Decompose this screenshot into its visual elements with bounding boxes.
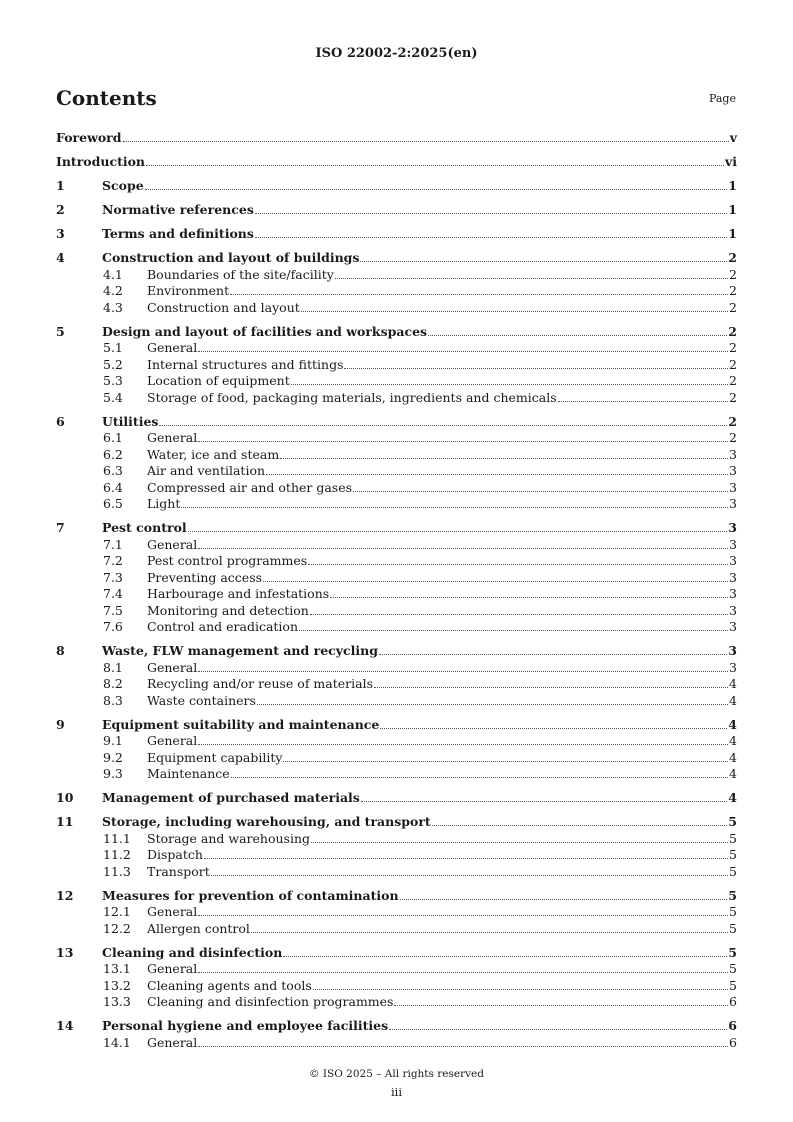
toc-entry-page: 5 [729,920,737,936]
toc-entry[interactable] [56,830,737,846]
toc-entry-title[interactable]: Equipment capability [147,749,283,765]
dot-leader [198,1045,728,1047]
toc-entry[interactable] [56,225,737,241]
toc-entry-title[interactable]: Storage and warehousing [147,830,311,846]
toc-entry-page: 3 [729,463,737,478]
toc-entry-number: 4.2 [103,283,123,298]
dot-leader [353,490,728,492]
toc-entry[interactable] [56,659,737,675]
toc-entry[interactable] [56,249,737,265]
toc-entry-page: 3 [729,659,737,675]
toc-entry-page: vi [724,154,737,169]
toc-entry-number: 6.1 [103,430,123,445]
toc-entry-page: 1 [728,202,737,217]
toc-entry[interactable] [56,887,737,903]
dot-leader [308,563,728,565]
toc-entry[interactable] [56,462,737,478]
toc-entry[interactable] [56,813,737,829]
toc-entry-page: 5 [729,847,737,862]
dot-leader [204,857,728,859]
copyright-notice: © ISO 2025 – All rights reserved [309,1068,484,1080]
dot-leader [283,955,727,957]
toc-entry[interactable] [56,356,737,372]
toc-entry-title[interactable]: Dispatch [147,847,203,862]
toc-entry-number: 6.4 [103,479,123,495]
toc-entry-title[interactable]: Measures for prevention of contamination [102,887,399,903]
toc-entry[interactable] [56,266,737,282]
toc-entry-page: 2 [729,373,737,388]
dot-leader [394,1004,728,1006]
dot-leader [188,530,728,532]
toc-entry[interactable] [56,903,737,919]
contents-heading: Contents [56,86,157,110]
dot-leader [283,760,728,762]
toc-entry-page: 5 [729,961,737,976]
toc-entry-number: 8 [56,643,65,658]
toc-entry-title[interactable]: Management of purchased materials [102,790,360,805]
toc-entry-number: 2 [56,202,65,217]
toc-entry-page: 2 [729,299,737,315]
toc-entry-title[interactable]: Allergen control [147,920,250,936]
toc-entry[interactable] [56,413,737,429]
toc-entry-number: 12.1 [103,904,131,919]
toc-entry-number: 4.3 [103,299,123,315]
toc-entry[interactable] [56,429,737,445]
toc-entry-page: 6 [729,1034,737,1050]
toc-entry-title[interactable]: Harbourage and infestations [147,586,330,601]
toc-entry-number: 11.1 [103,830,131,846]
toc-entry-title[interactable]: Design and layout of facilities and workspaces [102,323,428,339]
toc-entry-page: 2 [729,430,737,445]
toc-entry-page: 3 [729,479,737,495]
toc-entry-page: 2 [729,340,737,355]
toc-entry-page: 3 [729,553,737,568]
toc-entry-title[interactable]: Internal structures and fittings [147,356,344,372]
toc-entry-number: 9.1 [103,733,123,748]
dot-leader [389,1028,727,1030]
toc-entry-title[interactable]: Waste containers [147,692,256,708]
dot-leader [123,140,729,142]
document-id: ISO 22002-2:2025(en) [315,46,478,61]
dot-leader [198,971,728,973]
toc-entry-number: 7 [56,520,65,535]
toc-entry-number: 8.1 [103,659,123,675]
dot-leader [313,988,728,990]
dot-leader [198,743,728,745]
toc-entry-page: 2 [728,250,737,265]
toc-entry-page: 5 [728,887,737,903]
toc-entry-page: 5 [729,863,737,879]
toc-entry-page: 1 [728,178,737,193]
toc-entry[interactable] [56,323,737,339]
dot-leader [255,236,727,238]
toc-entry-number: 6.2 [103,446,123,462]
toc-entry-title[interactable]: Air and ventilation [147,463,266,478]
toc-entry[interactable] [56,960,737,976]
dot-leader [400,898,728,900]
toc-entry-title[interactable]: Cleaning and disinfection [102,944,283,960]
toc-entry-number: 7.6 [103,619,123,634]
toc-entry[interactable] [56,692,737,708]
toc-entry-title[interactable]: Foreword [56,130,122,145]
toc-entry-number: 6.3 [103,463,123,478]
dot-leader [299,629,728,631]
toc-entry-page: 3 [728,520,737,535]
toc-entry[interactable] [56,863,737,879]
page-number: iii [390,1085,403,1099]
toc-entry-title[interactable]: Cleaning agents and tools [147,977,312,993]
toc-entry-number: 12.2 [103,920,131,936]
toc-entry-page: 3 [729,569,737,585]
toc-entry-number: 11.3 [103,863,131,879]
toc-entry-page: 2 [729,283,737,298]
toc-entry-number: 5.2 [103,356,123,372]
toc-entry-title[interactable]: Introduction [56,154,146,169]
toc-entry-page: 3 [729,496,737,511]
toc-entry[interactable] [56,129,737,145]
toc-entry-title[interactable]: Preventing access [147,569,263,585]
toc-entry-number: 5 [56,323,65,339]
toc-entry-page: 4 [728,716,737,732]
toc-entry-number: 7.5 [103,602,123,618]
toc-entry-number: 3 [56,226,65,241]
toc-entry[interactable] [56,282,737,298]
dot-leader [361,800,727,802]
dot-leader [344,367,728,369]
toc-entry-page: 5 [728,814,737,829]
toc-entry-page: 4 [729,749,737,765]
toc-entry-title[interactable]: Scope [102,178,144,193]
toc-entry-title[interactable]: Normative references [102,202,254,217]
toc-entry-page: 3 [728,643,737,658]
dot-leader [374,686,728,688]
toc-entry-title[interactable]: Maintenance [147,766,230,781]
toc-entry-page: 6 [729,994,737,1009]
toc-entry-page: 5 [729,977,737,993]
toc-entry[interactable] [56,716,737,732]
toc-entry-title[interactable]: Location of equipment [147,373,290,388]
toc-entry-number: 11 [56,814,74,829]
dot-leader [311,841,728,843]
toc-entry-number: 9.2 [103,749,123,765]
dot-leader [198,350,728,352]
toc-entry[interactable] [56,479,737,495]
toc-entry[interactable] [56,846,737,862]
dot-leader [428,334,727,336]
toc-entry[interactable] [56,642,737,658]
toc-entry-title[interactable]: Monitoring and detection [147,602,309,618]
toc-entry-number: 12 [56,887,74,903]
toc-entry-number: 6 [56,413,65,429]
toc-entry-title[interactable]: Waste, FLW management and recycling [102,643,378,658]
dot-leader [257,703,728,705]
toc-entry[interactable] [56,569,737,585]
toc-entry[interactable] [56,618,737,634]
toc-entry[interactable] [56,495,737,511]
toc-entry-number: 13.1 [103,961,131,976]
toc-entry-number: 13 [56,944,74,960]
dot-leader [330,596,728,598]
toc-entry[interactable] [56,602,737,618]
toc-entry-page: 4 [729,692,737,708]
toc-entry[interactable] [56,446,737,462]
toc-entry[interactable] [56,389,737,405]
toc-entry[interactable] [56,765,737,781]
toc-entry-page: 1 [728,226,737,241]
toc-entry-title[interactable]: Environment [147,283,230,298]
toc-entry-page: 4 [728,790,737,805]
toc-entry-number: 13.2 [103,977,131,993]
toc-entry[interactable] [56,1017,737,1033]
page-column-label: Page [708,92,736,105]
toc-entry-number: 8.3 [103,692,123,708]
toc-entry-number: 7.1 [103,536,123,552]
toc-entry-page: 3 [729,586,737,601]
toc-entry[interactable] [56,675,737,691]
toc-entry-page: 4 [729,766,737,781]
toc-entry-title[interactable]: Terms and definitions [102,226,254,241]
toc-entry-title[interactable]: Pest control [102,520,187,535]
toc-entry-page: 2 [728,413,737,429]
toc-entry-number: 14 [56,1018,74,1033]
toc-entry-title[interactable]: General [147,961,198,976]
toc-entry-title[interactable]: General [147,536,198,552]
toc-entry[interactable] [56,977,737,993]
dot-leader [301,310,728,312]
toc-entry-number: 14.1 [103,1034,131,1050]
dot-leader [251,931,728,933]
toc-entry-number: 9 [56,716,65,732]
toc-entry-number: 5.4 [103,389,123,405]
toc-entry-page: 3 [729,619,737,634]
toc-entry-page: 6 [728,1018,737,1033]
toc-entry[interactable] [56,372,737,388]
dot-leader [263,580,728,582]
toc-entry-page: 3 [729,536,737,552]
dot-leader [230,293,728,295]
dot-leader [198,440,728,442]
toc-entry[interactable] [56,732,737,748]
toc-entry-title[interactable]: Construction and layout of buildings [102,250,360,265]
toc-entry-title[interactable]: General [147,340,198,355]
toc-entry-page: 4 [729,733,737,748]
toc-entry[interactable] [56,519,737,535]
dot-leader [360,260,727,262]
dot-leader [159,424,727,426]
toc-entry-page: 4 [729,676,737,691]
dot-leader [335,277,728,279]
toc-entry-number: 13.3 [103,994,131,1009]
toc-entry-title[interactable]: Transport [147,863,210,879]
toc-entry-title[interactable]: Storage, including warehousing, and transport [102,814,431,829]
toc-entry[interactable] [56,339,737,355]
toc-entry-number: 4.1 [103,266,123,282]
toc-entry-title[interactable]: General [147,430,198,445]
toc-entry-page: 3 [729,446,737,462]
toc-entry-title[interactable]: Pest control programmes [147,553,308,568]
dot-leader [146,164,724,166]
toc-entry-title[interactable]: Control and eradication [147,619,298,634]
toc-entry[interactable] [56,1034,737,1050]
toc-entry-title[interactable]: Compressed air and other gases [147,479,353,495]
dot-leader [558,400,728,402]
toc-entry-title[interactable]: General [147,659,198,675]
dot-leader [231,776,728,778]
toc-entry-number: 7.4 [103,586,123,601]
toc-entry-title[interactable]: Boundaries of the site/facility [147,266,334,282]
toc-entry[interactable] [56,749,737,765]
toc-entry-number: 6.5 [103,496,123,511]
toc-entry[interactable] [56,585,737,601]
toc-entry-title[interactable]: General [147,733,198,748]
toc-entry-title[interactable]: General [147,904,198,919]
toc-entry-page: 2 [728,323,737,339]
toc-entry-title[interactable]: General [147,1034,198,1050]
toc-entry-title[interactable]: Recycling and/or reuse of materials [147,676,373,691]
toc-entry-title[interactable]: Equipment suitability and maintenance [102,716,380,732]
toc-entry[interactable] [56,153,737,169]
toc-entry-page: 2 [729,389,737,405]
toc-entry[interactable] [56,944,737,960]
toc-entry-title[interactable]: Light [147,496,181,511]
toc-entry-title[interactable]: Storage of food, packaging materials, ingredients and chemicals [147,389,557,405]
toc-entry-number: 4 [56,250,65,265]
dot-leader [379,653,727,655]
toc-entry-title[interactable]: Utilities [102,413,159,429]
dot-leader [432,824,728,826]
dot-leader [266,473,728,475]
toc-entry-page: 2 [729,266,737,282]
toc-entry[interactable] [56,201,737,217]
dot-leader [198,547,728,549]
toc-entry-page: 3 [729,602,737,618]
dot-leader [198,670,728,672]
dot-leader [198,914,728,916]
toc-entry-number: 1 [56,178,65,193]
toc-entry[interactable] [56,789,737,805]
dot-leader [181,506,728,508]
toc-entry-page: 2 [729,356,737,372]
dot-leader [310,613,728,615]
toc-entry-number: 11.2 [103,847,131,862]
dot-leader [211,874,728,876]
toc-entry[interactable] [56,177,737,193]
dot-leader [380,727,727,729]
toc-entry[interactable] [56,920,737,936]
dot-leader [145,188,728,190]
toc-entry-number: 8.2 [103,676,123,691]
dot-leader [280,457,728,459]
toc-entry[interactable] [56,993,737,1009]
toc-entry-title[interactable]: Cleaning and disinfection programmes [147,994,394,1009]
toc-entry-number: 5.3 [103,373,123,388]
toc-entry-number: 5.1 [103,340,123,355]
dot-leader [255,212,727,214]
toc-entry[interactable] [56,552,737,568]
toc-entry-page: 5 [729,830,737,846]
toc-entry-page: 5 [729,904,737,919]
toc-entry-page: v [729,130,737,145]
toc-entry-title[interactable]: Personal hygiene and employee facilities [102,1018,389,1033]
toc-entry[interactable] [56,299,737,315]
dot-leader [291,383,728,385]
toc-entry-number: 9.3 [103,766,123,781]
toc-entry-page: 5 [728,944,737,960]
toc-entry-number: 10 [56,790,74,805]
toc-entry-title[interactable]: Water, ice and steam [147,446,280,462]
toc-entry-title[interactable]: Construction and layout [147,299,300,315]
toc-entry[interactable] [56,536,737,552]
toc-entry-number: 7.2 [103,553,123,568]
toc-entry-number: 7.3 [103,569,123,585]
